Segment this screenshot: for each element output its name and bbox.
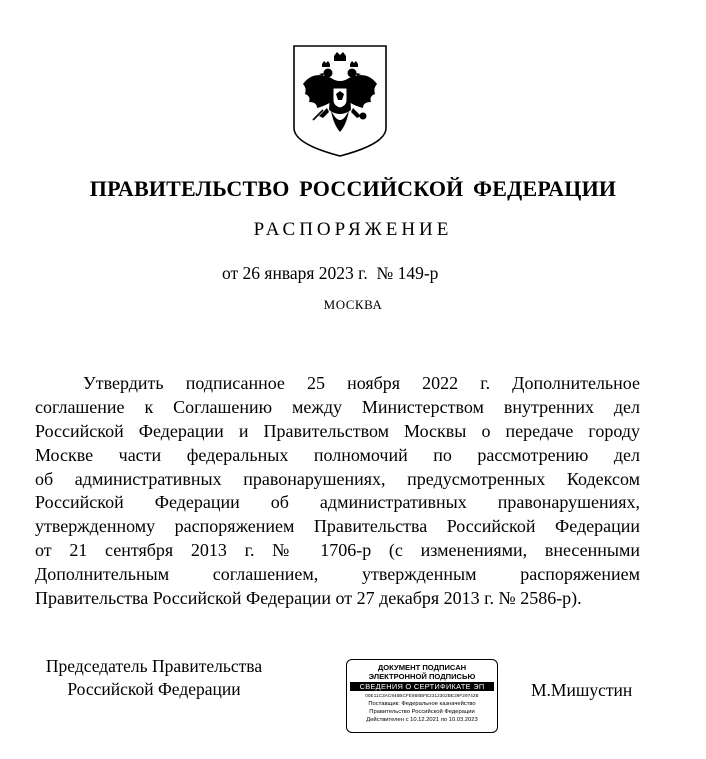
stamp-validity: Действителен с 10.12.2021 по 10.03.2023 — [366, 717, 478, 723]
document-date-number: от 26 января 2023 г. № 149-р — [222, 263, 439, 283]
stamp-supplier: Поставщик: Федеральное казначейство — [368, 701, 476, 707]
body-line: утвержденному распоряжением Правительства Российской Федерации — [35, 516, 640, 537]
body-line: от 21 сентября 2013 г. № 1706-р (с изменениями, внесенными — [35, 540, 640, 561]
stamp-owner: Правительство Российской Федерации — [369, 709, 475, 715]
body-line: Российской Федерации и Правительством Москвы о передаче городу — [35, 420, 640, 441]
document-type: РАСПОРЯЖЕНИЕ — [253, 219, 453, 240]
document-title: ПРАВИТЕЛЬСТВО РОССИЙСКОЙ ФЕДЕРАЦИИ — [89, 176, 617, 201]
stamp-line2: ЭЛЕКТРОННОЙ ПОДПИСЬЮ — [368, 672, 476, 681]
document-city: МОСКВА — [323, 297, 383, 312]
signatory-position-line2: Российской Федерации — [67, 679, 241, 699]
document-body — [35, 372, 640, 611]
electronic-signature-stamp — [346, 659, 498, 733]
signatory-position-line1: Председатель Правительства — [45, 656, 263, 676]
signatory-position — [37, 655, 271, 701]
stamp-header: СВЕДЕНИЯ О СЕРТИФИКАТЕ ЭП — [350, 682, 494, 691]
body-line: Российской Федерации об административных правонарушениях, — [35, 492, 640, 513]
stamp-cert-id: 00E11C3AC946BCFE868BFE2312302BE39F29742B — [365, 693, 479, 698]
signatory-name: М.Мишустин — [531, 680, 633, 700]
body-line: Утвердить подписанное 25 ноября 2022 г. Дополнительное — [83, 373, 640, 393]
coat-of-arms-icon — [291, 44, 389, 158]
stamp-line1: ДОКУМЕНТ ПОДПИСАН — [377, 663, 467, 672]
body-line: Москве части федеральных полномочий по рассмотрению дел — [35, 444, 640, 465]
body-line: Дополнительным соглашением, утвержденным распоряжением — [35, 564, 640, 585]
body-line: соглашение к Соглашению между Министерством внутренних дел — [35, 396, 640, 417]
body-line: об административных правонарушениях, предусмотренных Кодексом — [35, 468, 640, 489]
body-line: Правительства Российской Федерации от 27 декабря 2013 г. № 2586-р). — [35, 588, 582, 609]
